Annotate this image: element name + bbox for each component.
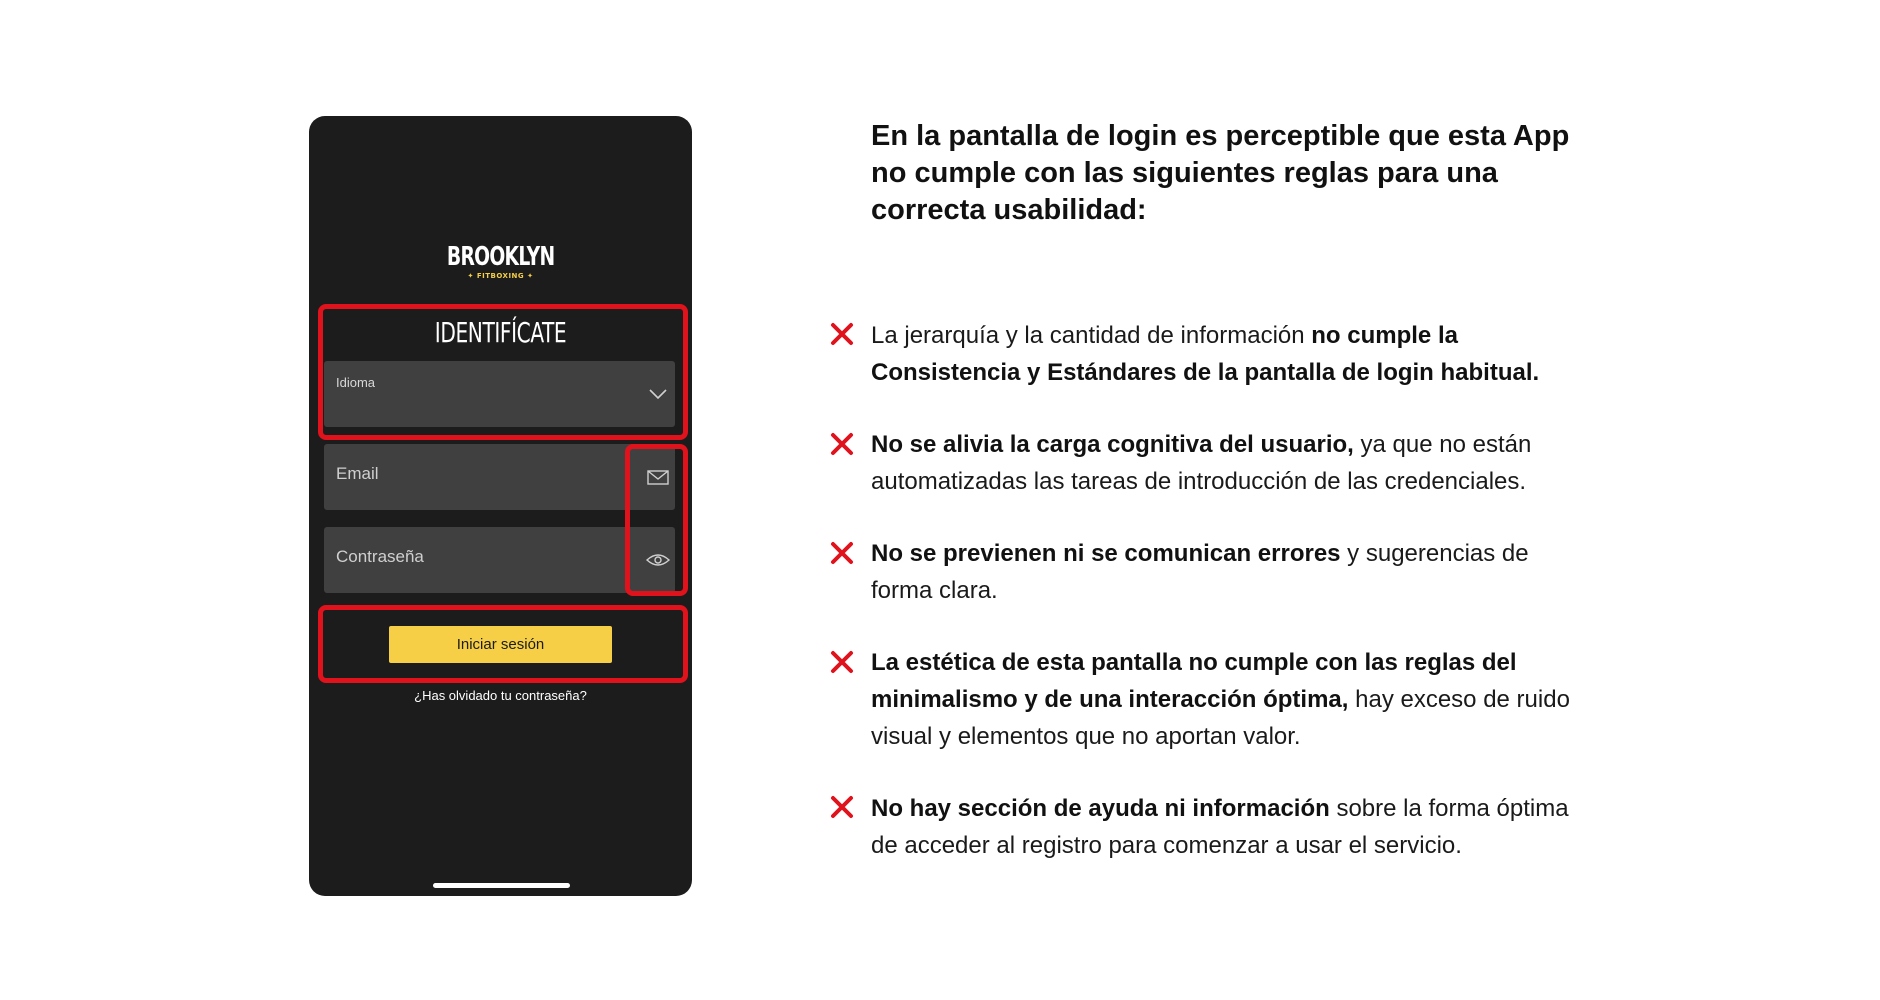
cross-mark-icon (828, 430, 856, 458)
screen-title: IDENTIFÍCATE (434, 316, 567, 349)
analysis-heading: En la pantalla de login es perceptible que esta App no cumple con las siguientes reglas para una correcta usabilidad: (871, 120, 1570, 226)
password-placeholder: Contraseña (336, 547, 424, 566)
login-button[interactable]: Iniciar sesión (389, 626, 612, 663)
forgot-password-link[interactable]: ¿Has olvidado tu contraseña? (414, 688, 587, 703)
rule-item: La estética de esta pantalla no cumple con las reglas del minimalismo y de una interacción óptima, hay exceso de ruido visual y elementos que no aportan valor. (871, 649, 1570, 750)
rule-item: No se alivia la carga cognitiva del usuario, ya que no están automatizadas las tareas de introducción de las credenciales. (871, 431, 1532, 495)
logo-text: BROOKLYN (446, 242, 555, 272)
email-placeholder: Email (336, 464, 379, 483)
cross-mark-icon (828, 539, 856, 567)
cross-mark-icon (828, 648, 856, 676)
cross-mark-icon (828, 793, 856, 821)
language-label: Idioma (336, 375, 376, 390)
rule-item: No hay sección de ayuda ni información sobre la forma óptima de acceder al registro para comenzar a usar el servicio. (871, 795, 1569, 859)
highlight-box-login-button (318, 605, 688, 683)
brooklyn-logo (309, 244, 692, 280)
home-indicator (433, 883, 570, 888)
cross-mark-icon (828, 320, 856, 348)
logo-subtext: ✦ FITBOXING ✦ (467, 272, 534, 280)
email-field[interactable] (324, 444, 675, 510)
password-field[interactable] (324, 527, 675, 593)
highlight-box-title-language (318, 304, 688, 440)
rule-item: No se previenen ni se comunican errores y sugerencias de forma clara. (871, 540, 1529, 604)
rule-item: La jerarquía y la cantidad de información no cumple la Consistencia y Estándares de la pantalla de login habitual. (871, 322, 1540, 386)
highlight-box-field-icons (625, 444, 688, 596)
